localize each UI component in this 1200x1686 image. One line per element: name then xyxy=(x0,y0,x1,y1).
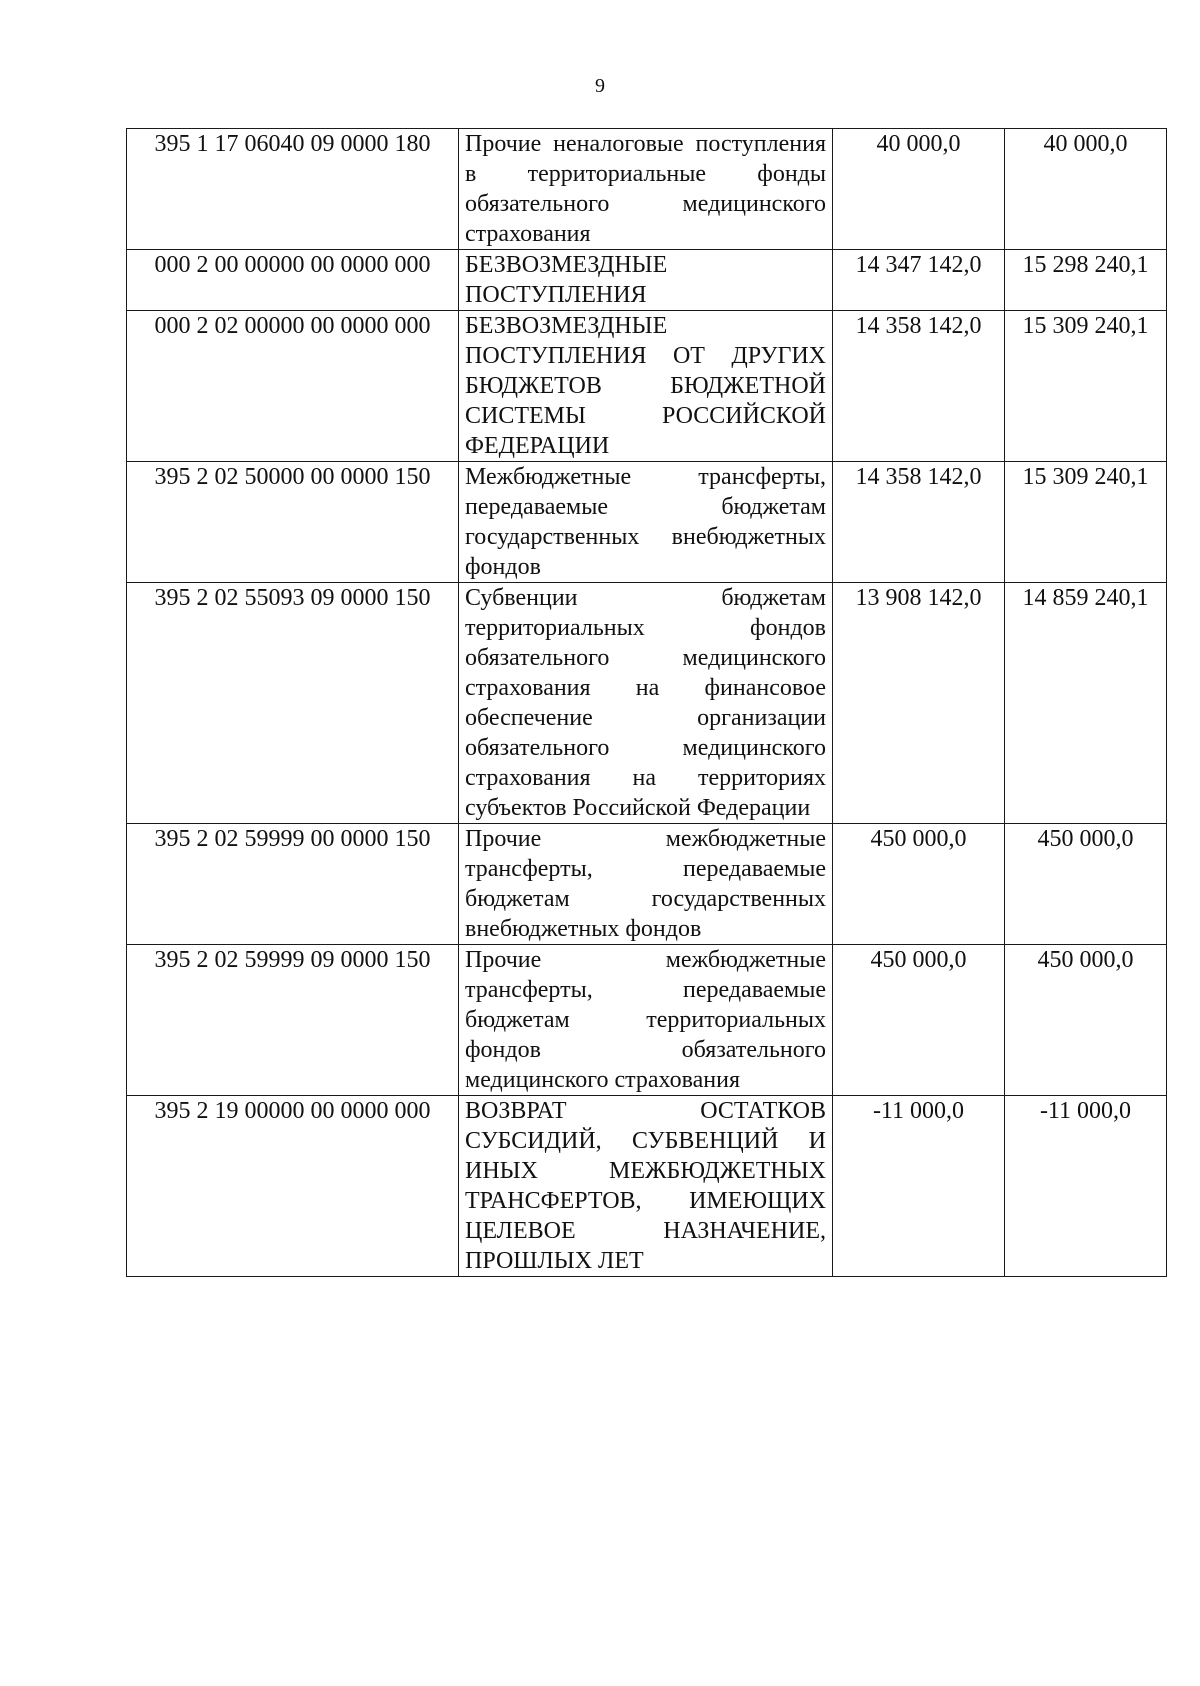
revenue-item-name: БЕЗВОЗМЕЗДНЫЕ ПОСТУПЛЕНИЯ xyxy=(459,250,833,311)
budget-classification-code: 000 2 00 00000 00 0000 000 xyxy=(127,250,459,311)
budget-classification-code: 000 2 02 00000 00 0000 000 xyxy=(127,311,459,462)
amount-first-year: 450 000,0 xyxy=(833,945,1005,1096)
amount-first-year: 40 000,0 xyxy=(833,129,1005,250)
amount-first-year: 14 358 142,0 xyxy=(833,462,1005,583)
amount-second-year: 15 309 240,1 xyxy=(1005,462,1167,583)
revenue-item-name: Межбюджетные трансферты, передаваемые бюджетам государственных внебюджетных фондов xyxy=(459,462,833,583)
revenue-item-name: БЕЗВОЗМЕЗДНЫЕ ПОСТУПЛЕНИЯ ОТ ДРУГИХ БЮДЖЕТОВ БЮДЖЕТНОЙ СИСТЕМЫ РОССИЙСКОЙ ФЕДЕРАЦИИ xyxy=(459,311,833,462)
budget-classification-code: 395 1 17 06040 09 0000 180 xyxy=(127,129,459,250)
table-row xyxy=(127,250,1167,311)
table-row xyxy=(127,824,1167,945)
revenue-item-name: Прочие неналоговые поступления в территориальные фонды обязательного медицинского страхования xyxy=(459,129,833,250)
revenue-item-name: ВОЗВРАТ ОСТАТКОВ СУБСИДИЙ, СУБВЕНЦИЙ И ИНЫХ МЕЖБЮДЖЕТНЫХ ТРАНСФЕРТОВ, ИМЕЮЩИХ ЦЕЛЕВОЕ НАЗНАЧЕНИЕ, ПРОШЛЫХ ЛЕТ xyxy=(459,1096,833,1277)
budget-classification-code: 395 2 19 00000 00 0000 000 xyxy=(127,1096,459,1277)
amount-second-year: 450 000,0 xyxy=(1005,945,1167,1096)
amount-first-year: 13 908 142,0 xyxy=(833,583,1005,824)
budget-classification-code: 395 2 02 55093 09 0000 150 xyxy=(127,583,459,824)
amount-first-year: 14 347 142,0 xyxy=(833,250,1005,311)
table-row xyxy=(127,462,1167,583)
table-row xyxy=(127,945,1167,1096)
revenue-item-name: Прочие межбюджетные трансферты, передаваемые бюджетам территориальных фондов обязательного медицинского страхования xyxy=(459,945,833,1096)
amount-second-year: 15 309 240,1 xyxy=(1005,311,1167,462)
table-row xyxy=(127,583,1167,824)
table-row xyxy=(127,1096,1167,1277)
amount-second-year: 15 298 240,1 xyxy=(1005,250,1167,311)
budget-classification-code: 395 2 02 50000 00 0000 150 xyxy=(127,462,459,583)
revenue-item-name: Субвенции бюджетам территориальных фондов обязательного медицинского страхования на финансовое обеспечение организации обязательного медицинского страхования на территориях субъектов Российской Федерации xyxy=(459,583,833,824)
revenue-item-name: Прочие межбюджетные трансферты, передаваемые бюджетам государственных внебюджетных фондов xyxy=(459,824,833,945)
budget-revenue-table xyxy=(126,128,1167,1277)
amount-second-year: -11 000,0 xyxy=(1005,1096,1167,1277)
page-number: 9 xyxy=(595,75,605,97)
amount-second-year: 40 000,0 xyxy=(1005,129,1167,250)
table-row xyxy=(127,311,1167,462)
table-row xyxy=(127,129,1167,250)
amount-first-year: -11 000,0 xyxy=(833,1096,1005,1277)
amount-second-year: 14 859 240,1 xyxy=(1005,583,1167,824)
budget-classification-code: 395 2 02 59999 09 0000 150 xyxy=(127,945,459,1096)
amount-second-year: 450 000,0 xyxy=(1005,824,1167,945)
budget-classification-code: 395 2 02 59999 00 0000 150 xyxy=(127,824,459,945)
amount-first-year: 14 358 142,0 xyxy=(833,311,1005,462)
amount-first-year: 450 000,0 xyxy=(833,824,1005,945)
